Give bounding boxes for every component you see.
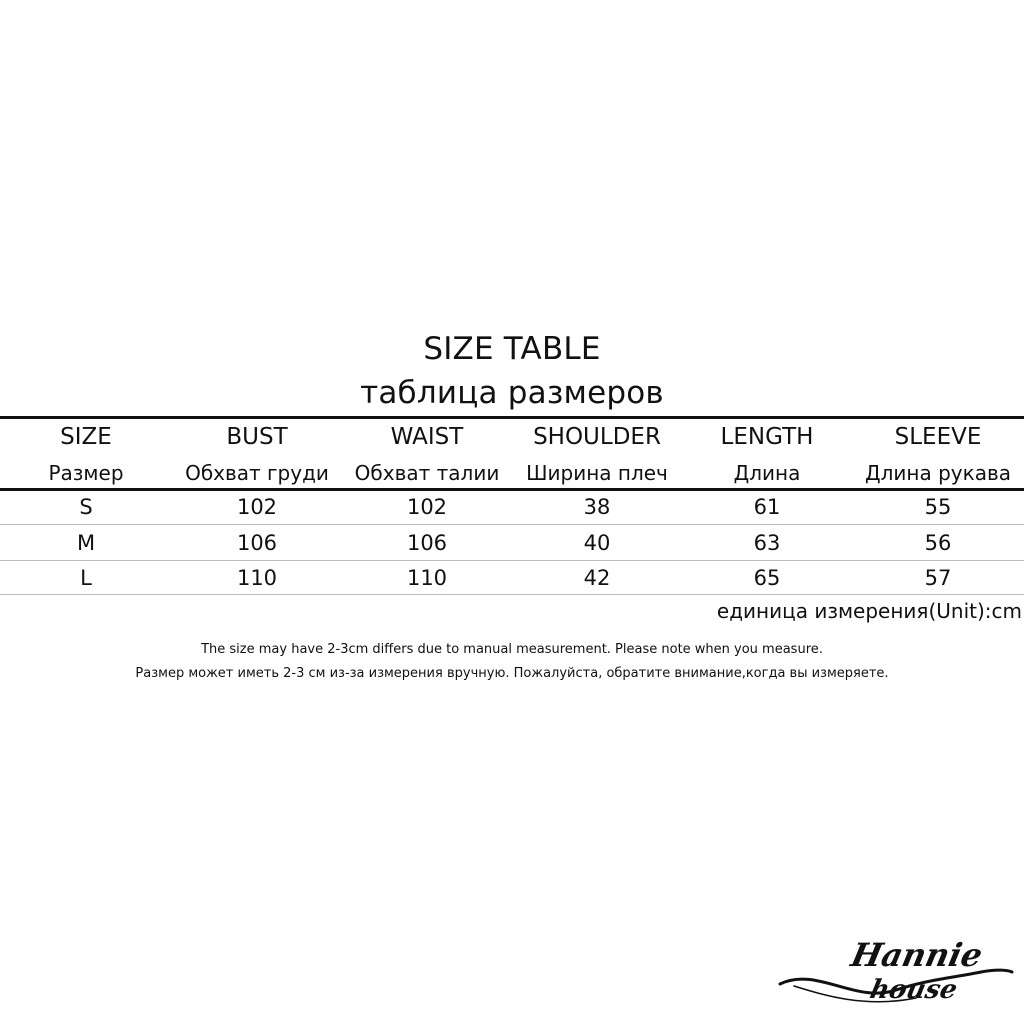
measurement-note-en: The size may have 2-3cm differs due to manual measurement. Please note when you measure. xyxy=(201,642,823,657)
logo-line1: Hannie xyxy=(847,936,986,974)
column-header-sleeve-ru: Длина рукава xyxy=(864,461,1011,485)
column-header-sleeve: SLEEVE xyxy=(894,424,982,450)
size-table-title: SIZE TABLE xyxy=(423,331,601,367)
cell-length: 65 xyxy=(753,566,781,590)
column-header-shoulder-ru: Ширина плеч xyxy=(526,461,668,485)
cell-size: L xyxy=(80,566,92,590)
column-header-waist-ru: Обхват талии xyxy=(354,461,500,485)
cell-shoulder: 40 xyxy=(583,531,611,555)
table-header-bottom-rule xyxy=(0,488,1024,491)
cell-sleeve: 55 xyxy=(924,495,952,519)
cell-shoulder: 38 xyxy=(583,495,611,519)
cell-length: 61 xyxy=(753,495,781,519)
column-header-shoulder: SHOULDER xyxy=(533,424,661,450)
cell-size: S xyxy=(79,495,93,519)
cell-waist: 106 xyxy=(406,531,448,555)
cell-shoulder: 42 xyxy=(583,566,611,590)
column-header-size-ru: Размер xyxy=(48,461,124,485)
column-header-length: LENGTH xyxy=(720,424,814,450)
cell-sleeve: 56 xyxy=(924,531,952,555)
column-header-size: SIZE xyxy=(60,424,112,450)
size-table-subtitle: таблица размеров xyxy=(360,375,664,411)
table-bottom-rule xyxy=(0,594,1024,595)
cell-bust: 102 xyxy=(236,495,278,519)
cell-length: 63 xyxy=(753,531,781,555)
cell-waist: 110 xyxy=(406,566,448,590)
cell-sleeve: 57 xyxy=(924,566,952,590)
cell-size: M xyxy=(76,531,96,555)
column-header-bust: BUST xyxy=(226,424,288,450)
logo-line2: house xyxy=(867,974,961,1005)
column-header-bust-ru: Обхват груди xyxy=(185,461,329,485)
table-row-divider xyxy=(0,524,1024,525)
column-header-waist: WAIST xyxy=(390,424,464,450)
measurement-note-ru: Размер может иметь 2-3 см из-за измерения вручную. Пожалуйста, обратите внимание,когда вы измеряете. xyxy=(135,666,889,681)
brand-logo-icon xyxy=(776,926,1016,1016)
table-row-divider xyxy=(0,560,1024,561)
cell-bust: 110 xyxy=(236,566,278,590)
unit-note: единица измерения(Unit):cm xyxy=(716,599,1022,623)
cell-bust: 106 xyxy=(236,531,278,555)
cell-waist: 102 xyxy=(406,495,448,519)
column-header-length-ru: Длина xyxy=(733,461,801,485)
table-top-rule xyxy=(0,416,1024,419)
